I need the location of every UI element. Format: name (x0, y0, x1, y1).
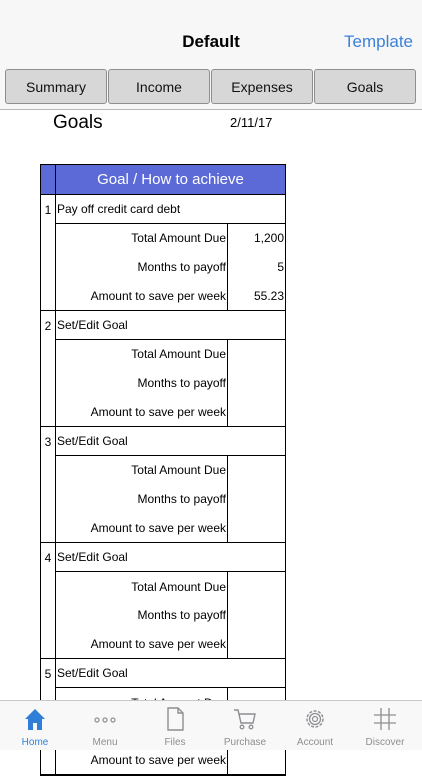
field-label: Total Amount Due (56, 572, 228, 601)
goal-name-cell[interactable]: Set/Edit Goal (56, 659, 285, 688)
field-value-cell[interactable] (228, 397, 285, 426)
nav-title: Default (182, 32, 240, 51)
template-button[interactable]: Template (344, 32, 413, 51)
tab-label: Menu (92, 737, 118, 748)
goal-field-row (56, 630, 285, 659)
tab-summary[interactable]: Summary (5, 69, 107, 104)
goal-body (56, 427, 285, 542)
field-label: Amount to save per week (56, 397, 228, 426)
field-label: Amount to save per week (56, 514, 228, 543)
goal-section (41, 427, 285, 543)
goal-name-cell[interactable]: Set/Edit Goal (56, 543, 285, 572)
field-value-cell[interactable]: 1,200 (253, 231, 284, 246)
tab-label: Home (21, 737, 49, 748)
field-label: Months to payoff (56, 485, 228, 514)
goal-field-row (56, 456, 285, 485)
tab-label: Files (164, 737, 186, 748)
tab-discover[interactable] (350, 701, 420, 751)
tab-income[interactable]: Income (108, 69, 210, 104)
field-label: Amount to save per week (56, 746, 228, 775)
field-label: Total Amount Due (56, 340, 228, 369)
field-value-cell[interactable] (228, 514, 285, 543)
goal-name-cell[interactable]: Set/Edit Goal (56, 427, 285, 456)
goal-field-row (56, 369, 285, 398)
field-value-cell[interactable]: 5 (277, 260, 284, 275)
goal-field-row (56, 281, 285, 310)
goal-index: 3 (41, 427, 56, 542)
goals-table (40, 164, 286, 776)
goal-field-row (56, 485, 285, 514)
goal-field-row (56, 397, 285, 426)
gear-icon (302, 706, 328, 732)
field-value-cell[interactable] (228, 456, 285, 485)
tab-label: Discover (365, 737, 405, 748)
tab-menu[interactable] (70, 701, 140, 751)
tab-label: Purchase (223, 737, 267, 748)
goal-field-row (56, 253, 285, 282)
field-value-cell[interactable] (228, 369, 285, 398)
field-label: Total Amount Due (56, 456, 228, 485)
table-header-row (41, 165, 285, 195)
table-header: Goal / How to achieve (56, 165, 285, 194)
tab-home[interactable] (0, 701, 70, 751)
goal-index: 2 (41, 311, 56, 426)
goal-field-row (56, 340, 285, 369)
goal-name-cell[interactable]: Set/Edit Goal (56, 311, 285, 340)
field-label: Months to payoff (56, 601, 228, 630)
goal-index: 4 (41, 543, 56, 658)
goal-field-row (56, 514, 285, 543)
field-label: Total Amount Due (56, 224, 228, 253)
tab-label: Account (296, 737, 334, 748)
tab-goals[interactable]: Goals (314, 69, 416, 104)
tab-purchase[interactable] (210, 701, 280, 751)
field-label: Months to payoff (56, 253, 228, 282)
tab-account[interactable] (280, 701, 350, 751)
tab-files[interactable] (140, 701, 210, 751)
field-value-cell[interactable] (228, 601, 285, 630)
cart-icon (232, 706, 258, 732)
page-title: Goals (53, 112, 103, 133)
field-value-cell[interactable] (228, 630, 285, 659)
field-label: Amount to save per week (56, 630, 228, 659)
tab-expenses[interactable]: Expenses (211, 69, 313, 104)
more-dots-icon (92, 706, 118, 732)
home-icon (22, 706, 48, 732)
hashtag-icon (372, 706, 398, 732)
goal-body (56, 543, 285, 658)
header-index-cell (41, 165, 56, 194)
field-label: Months to payoff (56, 369, 228, 398)
goal-section (41, 543, 285, 659)
navigation-bar (0, 0, 422, 64)
field-label: Amount to save per week (56, 281, 228, 310)
goal-body (56, 311, 285, 426)
field-value-cell[interactable]: 55.23 (253, 288, 284, 303)
goal-field-row (56, 224, 285, 253)
file-icon (162, 706, 188, 732)
goal-name-cell[interactable]: Pay off credit card debt (56, 195, 285, 224)
goal-field-row (56, 601, 285, 630)
goal-section (41, 195, 285, 311)
field-value-cell[interactable] (228, 572, 285, 601)
goal-index: 5 (41, 659, 56, 774)
segment-control (0, 64, 422, 110)
goal-section (41, 311, 285, 427)
tab-bar (0, 700, 422, 750)
page-date: 2/11/17 (230, 115, 273, 130)
goal-index: 1 (41, 195, 56, 310)
goal-field-row (56, 572, 285, 601)
goal-body (56, 195, 285, 310)
field-value-cell[interactable] (228, 340, 285, 369)
field-value-cell[interactable] (228, 485, 285, 514)
